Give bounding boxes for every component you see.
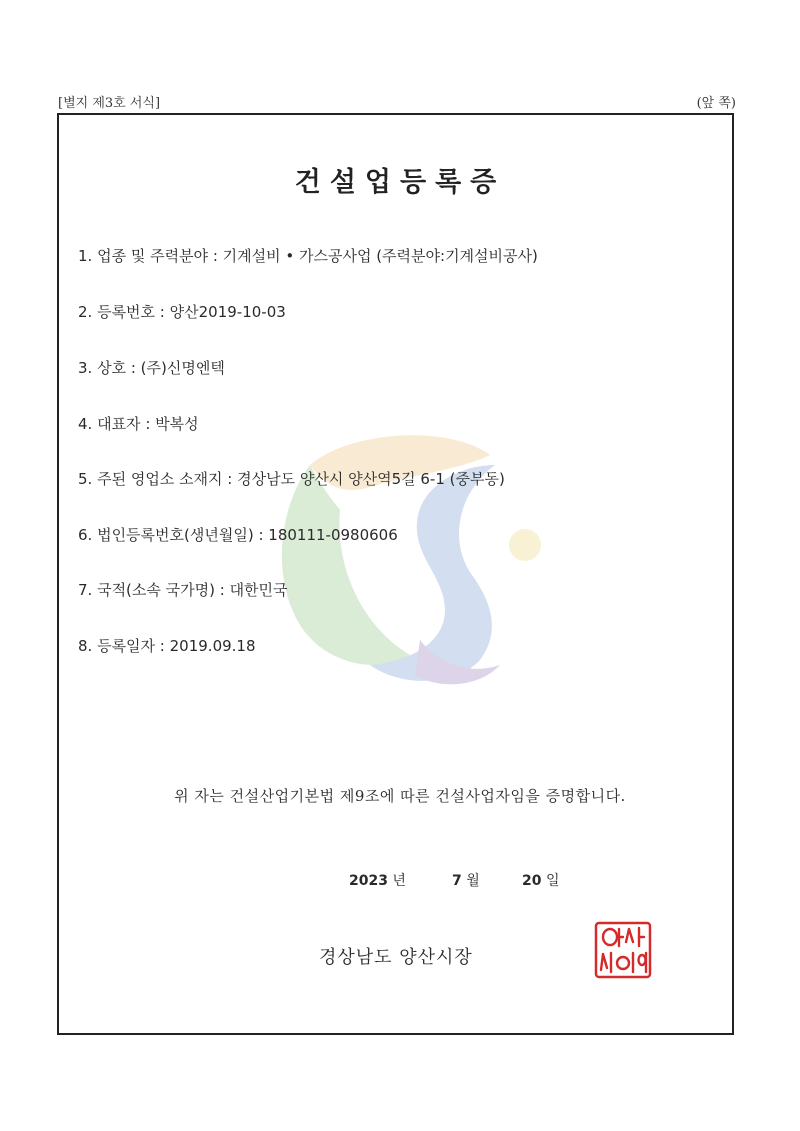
item-office-address: 5. 주된 영업소 소재지 : 경상남도 양산시 양산역5길 6-1 (중부동) xyxy=(78,470,505,488)
item-nationality: 7. 국적(소속 국가명) : 대한민국 xyxy=(78,581,288,599)
issue-year-value: 2023 xyxy=(349,873,388,889)
issue-month-unit: 월 xyxy=(466,873,480,889)
issue-day-unit: 일 xyxy=(545,873,560,889)
item-representative: 4. 대표자 : 박복성 xyxy=(78,415,199,433)
issue-day xyxy=(522,870,559,890)
item-registration-date: 8. 등록일자 : 2019.09.18 xyxy=(78,637,256,655)
item-corporate-number: 6. 법인등록번호(생년월일) : 180111-0980606 xyxy=(78,526,398,544)
item-registration-number: 2. 등록번호 : 양산2019-10-03 xyxy=(78,303,286,321)
item-company-name: 3. 상호 : (주)신명엔텍 xyxy=(78,359,225,377)
issue-day-value: 20 xyxy=(522,873,542,889)
issue-month xyxy=(452,870,480,890)
page-side-label: (앞 쪽) xyxy=(696,96,736,111)
issue-year-unit: 년 xyxy=(392,873,406,889)
city-emblem-watermark xyxy=(240,425,560,695)
certification-statement: 위 자는 건설산업기본법 제9조에 따른 건설사업자임을 증명합니다. xyxy=(174,787,626,805)
issue-month-value: 7 xyxy=(452,873,462,889)
issuer-name: 경상남도 양산시장 xyxy=(319,947,473,968)
issue-year xyxy=(349,870,406,890)
official-seal-stamp xyxy=(593,920,653,980)
form-number-label: [별지 제3호 서식] xyxy=(58,96,161,111)
document-title: 건설업등록증 xyxy=(294,167,506,198)
item-business-type: 1. 업종 및 주력분야 : 기계설비 • 가스공사업 (주력분야:기계설비공사) xyxy=(78,247,538,265)
